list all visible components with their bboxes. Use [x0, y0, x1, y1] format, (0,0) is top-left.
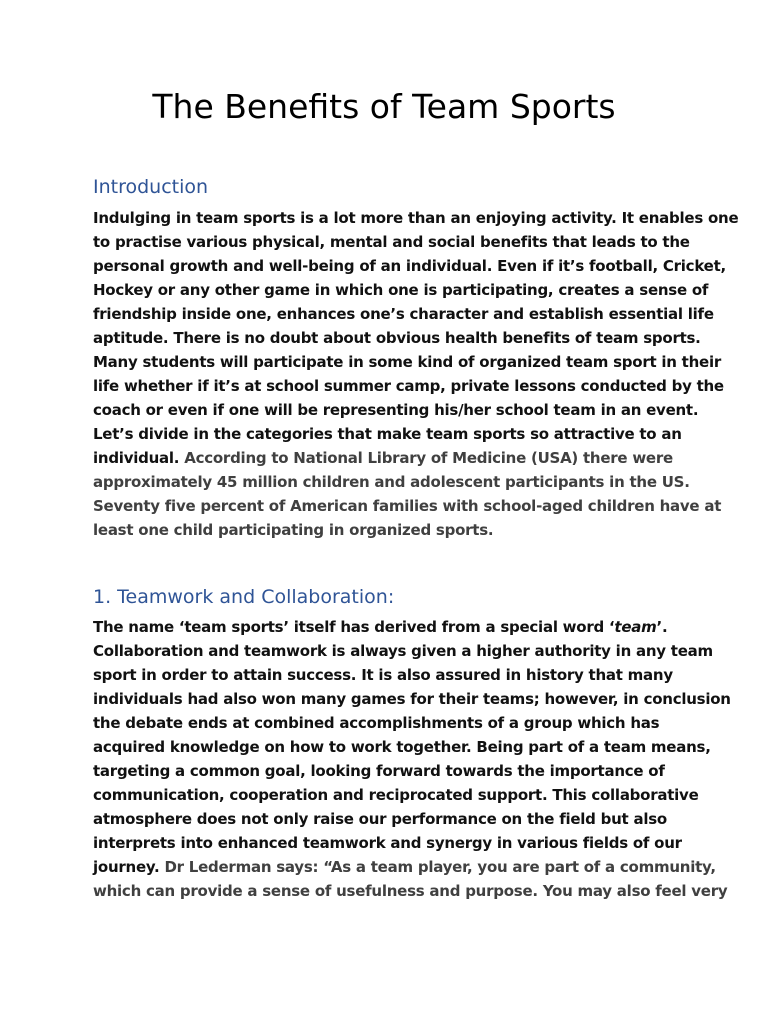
emphasis-text: team [614, 618, 657, 636]
section-heading-introduction: Introduction [93, 176, 209, 198]
paragraph-line-mixed [93, 446, 683, 470]
paragraph-line: Many students will participate in some kind of organized team sport in their [93, 353, 721, 371]
section-heading-teamwork: 1. Teamwork and Collaboration: [93, 586, 395, 608]
paragraph-line-mixed [93, 615, 683, 639]
citation-text: According to National Library of Medicine (USA) there were [179, 449, 673, 467]
paragraph-line: life whether if it’s at school summer camp, private lessons conducted by the [93, 377, 724, 395]
paragraph-line: Collaboration and teamwork is always given a higher authority in any team [93, 642, 713, 660]
paragraph-line: friendship inside one, enhances one’s character and establish essential life [93, 305, 714, 323]
paragraph-line: coach or even if one will be representing his/her school team in an event. [93, 401, 699, 419]
introduction-paragraph [93, 206, 739, 542]
quote-text: Dr Lederman says: “As a team player, you are part of a community, [159, 858, 716, 876]
quote-line: which can provide a sense of usefulness and purpose. You may also feel very [93, 882, 728, 900]
paragraph-text: The name ‘team sports’ itself has derived from a special word ‘ [93, 618, 615, 636]
paragraph-line: aptitude. There is no doubt about obvious health benefits of team sports. [93, 329, 701, 347]
paragraph-line-mixed [93, 855, 716, 879]
paragraph-line: to practise various physical, mental and social benefits that leads to the [93, 233, 690, 251]
teamwork-paragraph [93, 615, 731, 903]
paragraph-line: Hockey or any other game in which one is participating, creates a sense of [93, 281, 709, 299]
paragraph-line: acquired knowledge on how to work together. Being part of a team means, [93, 738, 711, 756]
paragraph-line: atmosphere does not only raise our performance on the field but also [93, 810, 667, 828]
citation-line: least one child participating in organized sports. [93, 521, 494, 539]
paragraph-text: ’. [656, 618, 668, 636]
paragraph-line: Let’s divide in the categories that make team sports so attractive to an [93, 425, 682, 443]
paragraph-line: communication, cooperation and reciprocated support. This collaborative [93, 786, 699, 804]
citation-line: Seventy five percent of American families with school-aged children have at [93, 497, 722, 515]
document-title: The Benefits of Team Sports [152, 87, 616, 126]
paragraph-line: sport in order to attain success. It is also assured in history that many [93, 666, 673, 684]
paragraph-line: Indulging in team sports is a lot more than an enjoying activity. It enables one [93, 209, 739, 227]
paragraph-line: personal growth and well-being of an individual. Even if it’s football, Cricket, [93, 257, 726, 275]
citation-line: approximately 45 million children and adolescent participants in the US. [93, 473, 690, 491]
paragraph-line: the debate ends at combined accomplishments of a group which has [93, 714, 660, 732]
paragraph-line: individuals had also won many games for their teams; however, in conclusion [93, 690, 731, 708]
paragraph-line: interprets into enhanced teamwork and synergy in various fields of our [93, 834, 682, 852]
paragraph-text: individual. [93, 449, 180, 467]
paragraph-line: targeting a common goal, looking forward towards the importance of [93, 762, 665, 780]
paragraph-text: journey. [93, 858, 160, 876]
